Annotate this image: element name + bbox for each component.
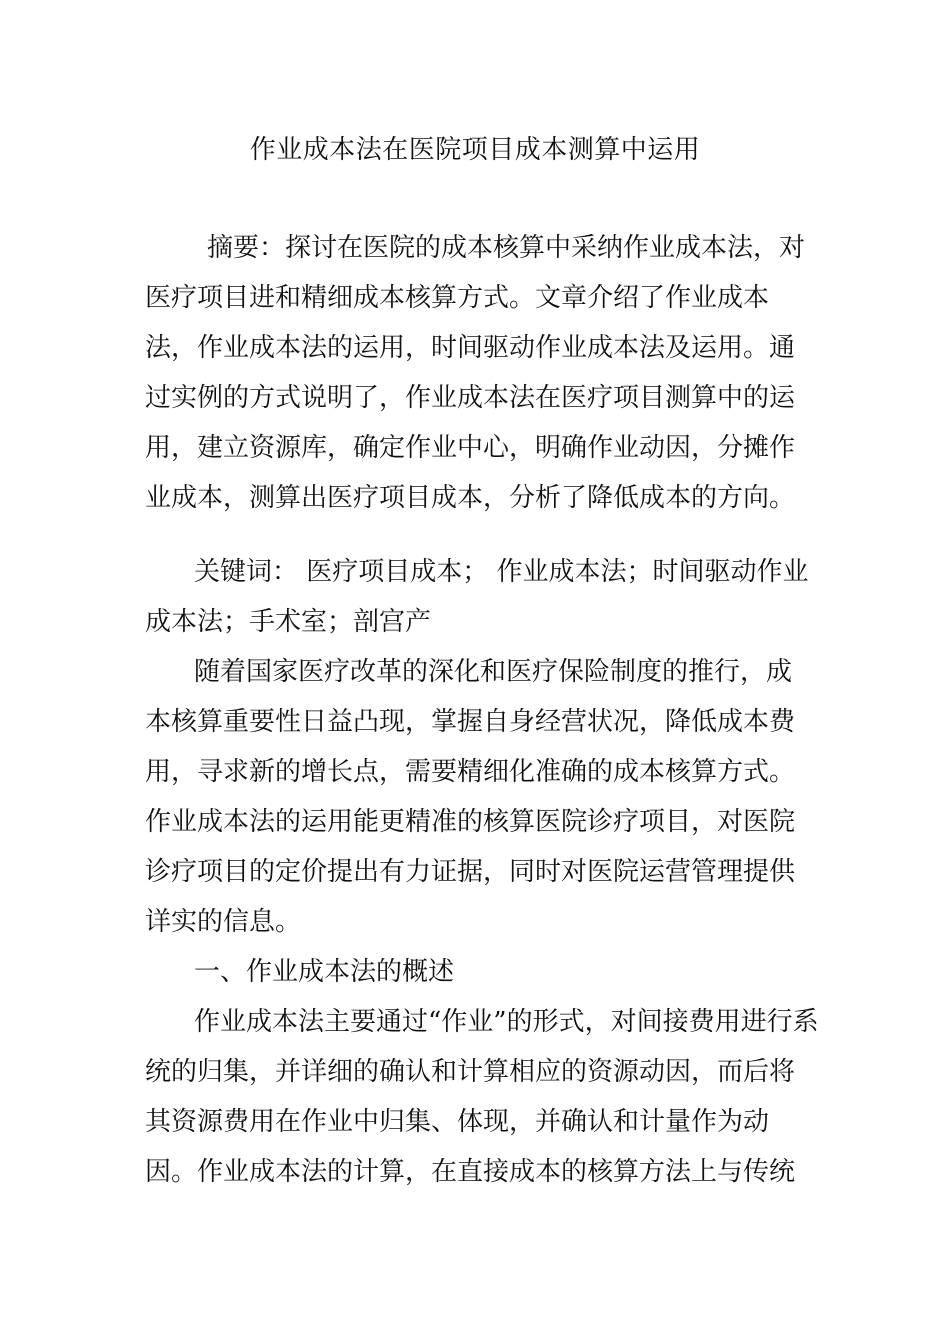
keywords-line-2: 成本法；手术室；剖宫产 <box>145 607 432 637</box>
abstract-line-4: 过实例的方式说明了，作业成本法在医疗项目测算中的运 <box>145 383 796 413</box>
abstract-line-2: 医疗项目进和精细成本核算方式。文章介绍了作业成本 <box>145 283 770 313</box>
keywords-line-1: 关键词： 医疗项目成本； 作业成本法；时间驱动作业 <box>194 557 809 587</box>
abstract-line-1: 摘要：探讨在医院的成本核算中采纳作业成本法，对 <box>207 233 806 263</box>
intro-line-1: 随着国家医疗改革的深化和医疗保险制度的推行，成 <box>194 657 793 687</box>
intro-line-4: 作业成本法的运用能更精准的核算医院诊疗项目，对医院 <box>145 807 796 837</box>
intro-line-6: 详实的信息。 <box>145 907 302 937</box>
section1-line-4: 因。作业成本法的计算，在直接成本的核算方法上与传统 <box>145 1157 796 1187</box>
abstract-line-5: 用，建立资源库，确定作业中心，明确作业动因，分摊作 <box>145 433 796 463</box>
section1-line-3: 其资源费用在作业中归集、体现，并确认和计量作为动 <box>145 1107 770 1137</box>
abstract-line-6: 业成本，测算出医疗项目成本，分析了降低成本的方向。 <box>145 483 796 513</box>
document-title: 作业成本法在医院项目成本测算中运用 <box>249 135 701 165</box>
intro-line-5: 诊疗项目的定价提出有力证据，同时对医院运营管理提供 <box>145 857 796 887</box>
section1-heading: 一、作业成本法的概述 <box>194 957 455 987</box>
intro-line-2: 本核算重要性日益凸现，掌握自身经营状况，降低成本费 <box>145 707 796 737</box>
section1-line-1: 作业成本法主要通过“作业”的形式，对间接费用进行系 <box>194 1007 819 1037</box>
section1-line-2: 统的归集，并详细的确认和计算相应的资源动因，而后将 <box>145 1057 796 1087</box>
abstract-line-3: 法，作业成本法的运用，时间驱动作业成本法及运用。通 <box>145 333 796 363</box>
intro-line-3: 用，寻求新的增长点，需要精细化准确的成本核算方式。 <box>145 757 796 787</box>
